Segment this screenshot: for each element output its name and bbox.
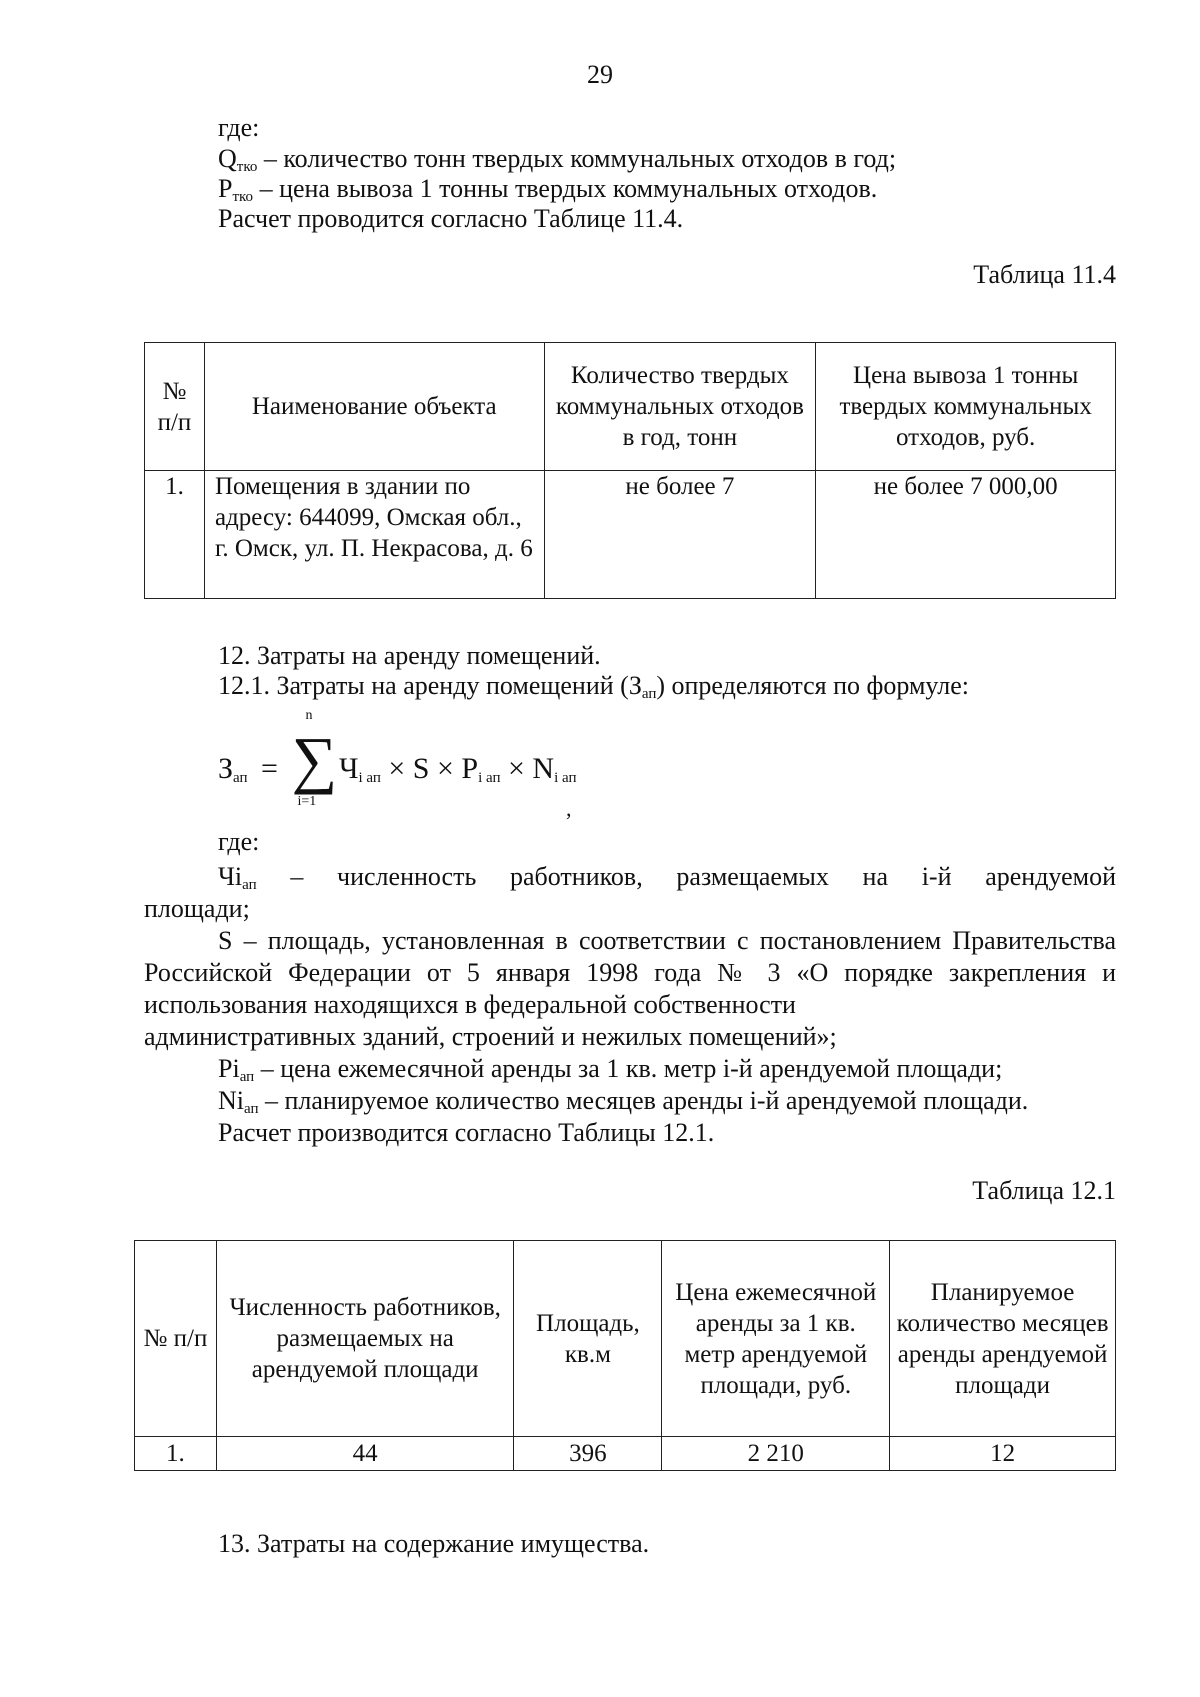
legend-p-tko: $P_{тко}$ – цена вывоза 1 тонны твердых коммунальных отходов.: [218, 174, 878, 205]
header-cell: № п/п: [145, 343, 205, 471]
header-cell: Цена ежемесячной аренды за 1 кв. метр арендуемой площади, руб.: [662, 1241, 890, 1437]
def-s: S – площадь, установленная в соответствии с постановлением Правительства Российской Федерации от 5 января 1998 года № 3 «О порядке закрепления и использования находящихся в федеральной собственности: [144, 926, 1116, 1019]
calc-note: Расчет проводится согласно Таблице 11.4.: [218, 204, 684, 233]
where-label-2: где:: [218, 827, 260, 856]
def-ch: $Чi_{ап}$ – численность работников, размещаемых на i-й арендуемой: [218, 862, 1116, 893]
table-row: [135, 1437, 1116, 1471]
section-13-heading: 13. Затраты на содержание имущества.: [218, 1529, 650, 1558]
def-p: $Pi_{ап}$ – цена ежемесячной аренды за 1 кв. метр i-й арендуемой площади;: [218, 1054, 1003, 1085]
table-cell: 2 210: [662, 1437, 890, 1471]
where-label: где:: [218, 113, 260, 142]
table-12-1-caption: Таблица 12.1: [972, 1176, 1116, 1205]
table-cell: Помещения в здании по адресу: 644099, Омская обл., г. Омск, ул. П. Некрасова, д. 6: [204, 471, 544, 599]
table-header-row: [145, 343, 1116, 471]
header-cell: Площадь, кв.м: [514, 1241, 662, 1437]
formula-comma: ,: [566, 796, 572, 821]
table-cell: 12: [890, 1437, 1116, 1471]
def-ch-cont: площади;: [144, 894, 250, 923]
sum-sign: ∑ n i=1: [291, 708, 338, 809]
legend-q-tko: $Q_{тко}$ – количество тонн твердых коммунальных отходов в год;: [218, 144, 897, 175]
table-cell: 396: [514, 1437, 662, 1471]
header-cell: № п/п: [135, 1241, 217, 1437]
table-row: [145, 471, 1116, 599]
header-cell: Цена вывоза 1 тонны твердых коммунальных отходов, руб.: [816, 343, 1116, 471]
def-n: $Ni_{ап}$ – планируемое количество месяцев аренды i-й арендуемой площади.: [218, 1086, 1029, 1117]
table-12-1: [134, 1240, 1116, 1471]
table-cell: 44: [216, 1437, 514, 1471]
section-12-heading: 12. Затраты на аренду помещений.: [218, 641, 601, 670]
table-cell: не более 7 000,00: [816, 471, 1116, 599]
table-cell: 1.: [145, 471, 205, 599]
table-header-row: [135, 1241, 1116, 1437]
table-11-4: [144, 342, 1116, 599]
header-cell: Количество твердых коммунальных отходов в год, тонн: [544, 343, 816, 471]
page-number: 29: [587, 60, 613, 89]
rent-formula: $З_{ап}$ = ∑ n i=1 $Ч_{i ап} \times S \times P_{i ап} \times N_{i ап}$: [218, 708, 577, 809]
table-11-4-caption: Таблица 11.4: [973, 260, 1116, 289]
header-cell: Планируемое количество месяцев аренды арендуемой площади: [890, 1241, 1116, 1437]
table-cell: не более 7: [544, 471, 816, 599]
calc-note-2: Расчет производится согласно Таблицы 12.1.: [218, 1118, 715, 1147]
section-12-1-text: 12.1. Затраты на аренду помещений $(З_{ап})$ определяются по формуле:: [218, 671, 970, 702]
header-cell: Наименование объекта: [204, 343, 544, 471]
header-cell: Численность работников, размещаемых на арендуемой площади: [216, 1241, 514, 1437]
def-s-cont: административных зданий, строений и нежилых помещений»;: [144, 1022, 837, 1051]
table-cell: 1.: [135, 1437, 217, 1471]
